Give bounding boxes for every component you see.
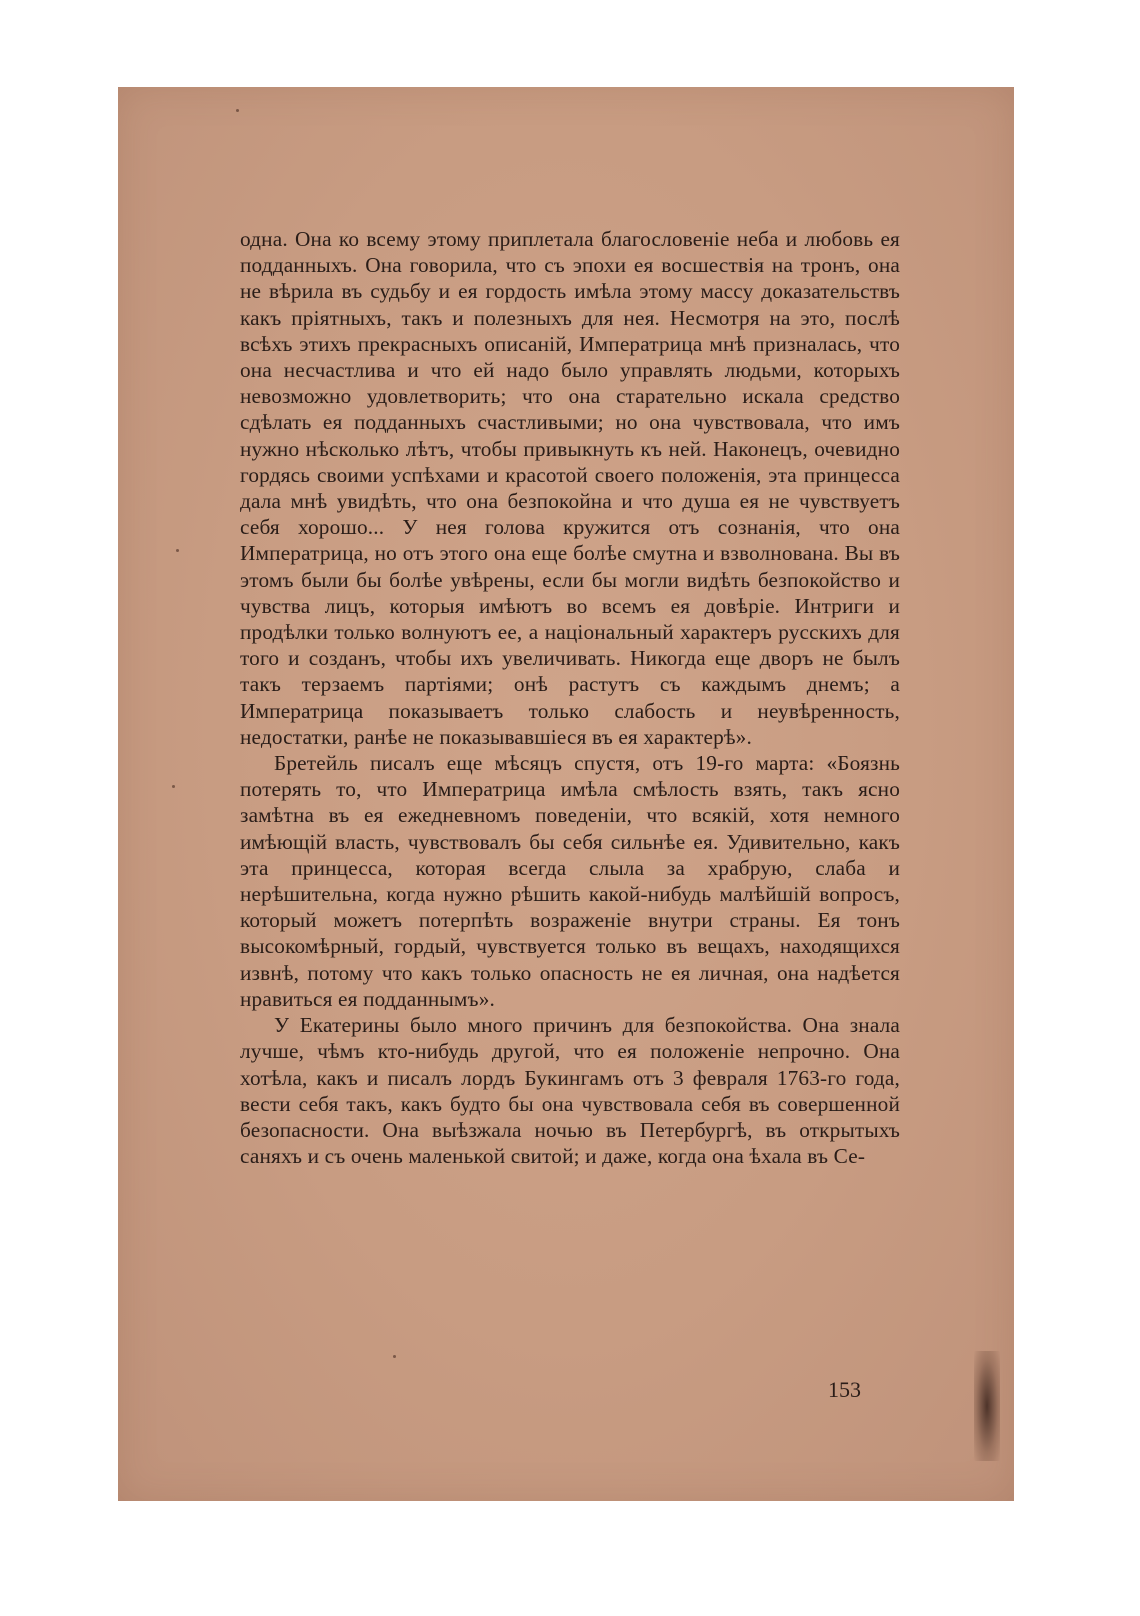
- paragraph-3: У Екатерины было много причинъ для безпокойства. Она знала лучше, чѣмъ кто-нибудь другой, что ея положенiе непрочно. Она хотѣла, какъ и писалъ лордъ Букингамъ отъ 3 февраля 1763-го года, вести себя такъ, какъ будто бы она чувствовала себя въ совершенной безопасности. Она выѣзжала ночью въ Петербургѣ, въ открытыхъ саняхъ и съ очень маленькой свитой; и даже, когда она ѣхала въ Се-: [240, 1013, 900, 1169]
- scan-speck: [393, 1355, 396, 1358]
- scan-speck: [236, 109, 239, 112]
- body-text: [240, 226, 900, 1169]
- paragraph-1: одна. Она ко всему этому приплетала благословенiе неба и любовь ея подданныхъ. Она говорила, что съ эпохи ея восшествiя на тронъ, она не вѣрила въ судьбу и ея гордость имѣла этому массу доказательствъ какъ прiятныхъ, такъ и полезныхъ для нея. Несмотря на это, послѣ всѣхъ этихъ прекрасныхъ описанiй, Императрица мнѣ призналась, что она несчастлива и что ей надо было управлять людьми, которыхъ невозможно удовлетворить; что она старательно искала средство сдѣлать ея подданныхъ счастливыми; но она чувствовала, что имъ нужно нѣсколько лѣтъ, чтобы привыкнуть къ ней. Наконецъ, очевидно гордясь своими успѣхами и красотой своего положенiя, эта принцесса дала мнѣ увидѣть, что она безпокойна и что душа ея не чувствуетъ себя хорошо... У нея голова кружится отъ сознанiя, что она Императрица, но отъ этого она еще болѣе смутна и взволнована. Вы въ этомъ были бы болѣе увѣрены, если бы могли видѣть безпокойство и чувства лицъ, которыя имѣютъ во всемъ ея довѣрiе. Интриги и продѣлки только волнуютъ ее, а нацiональный характеръ русскихъ для того и созданъ, чтобы ихъ увеличивать. Никогда еще дворъ не былъ такъ терзаемъ партiями; онѣ растутъ съ каждымъ днемъ; а Императрица показываетъ только слабость и неувѣренность, недостатки, ранѣе не показывавшiеся въ ея характерѣ».: [240, 227, 900, 749]
- paragraph-2: Бретейль писалъ еще мѣсяцъ спустя, отъ 19-го марта: «Боязнь потерять то, что Императрица имѣла смѣлость взять, такъ ясно замѣтна въ ея ежедневномъ поведенiи, что всякiй, хотя немного имѣющiй власть, чувствовалъ бы себя сильнѣе ея. Удивительно, какъ эта принцесса, которая всегда слыла за храбрую, слаба и нерѣшительна, когда нужно рѣшить какой-нибудь малѣйшiй вопросъ, который можетъ потерпѣть возраженiе внутри страны. Ея тонъ высокомѣрный, гордый, чувствуется только въ вещахъ, находящихся извнѣ, потому что какъ только опасность не ея личная, она надѣется нравиться ея подданнымъ».: [240, 751, 900, 1011]
- page-number: 153: [828, 1377, 861, 1402]
- scan-speck: [176, 549, 179, 552]
- scan-speck: [172, 785, 175, 788]
- scan-shadow-artifact: [974, 1351, 1000, 1461]
- scanned-page: [118, 87, 1014, 1501]
